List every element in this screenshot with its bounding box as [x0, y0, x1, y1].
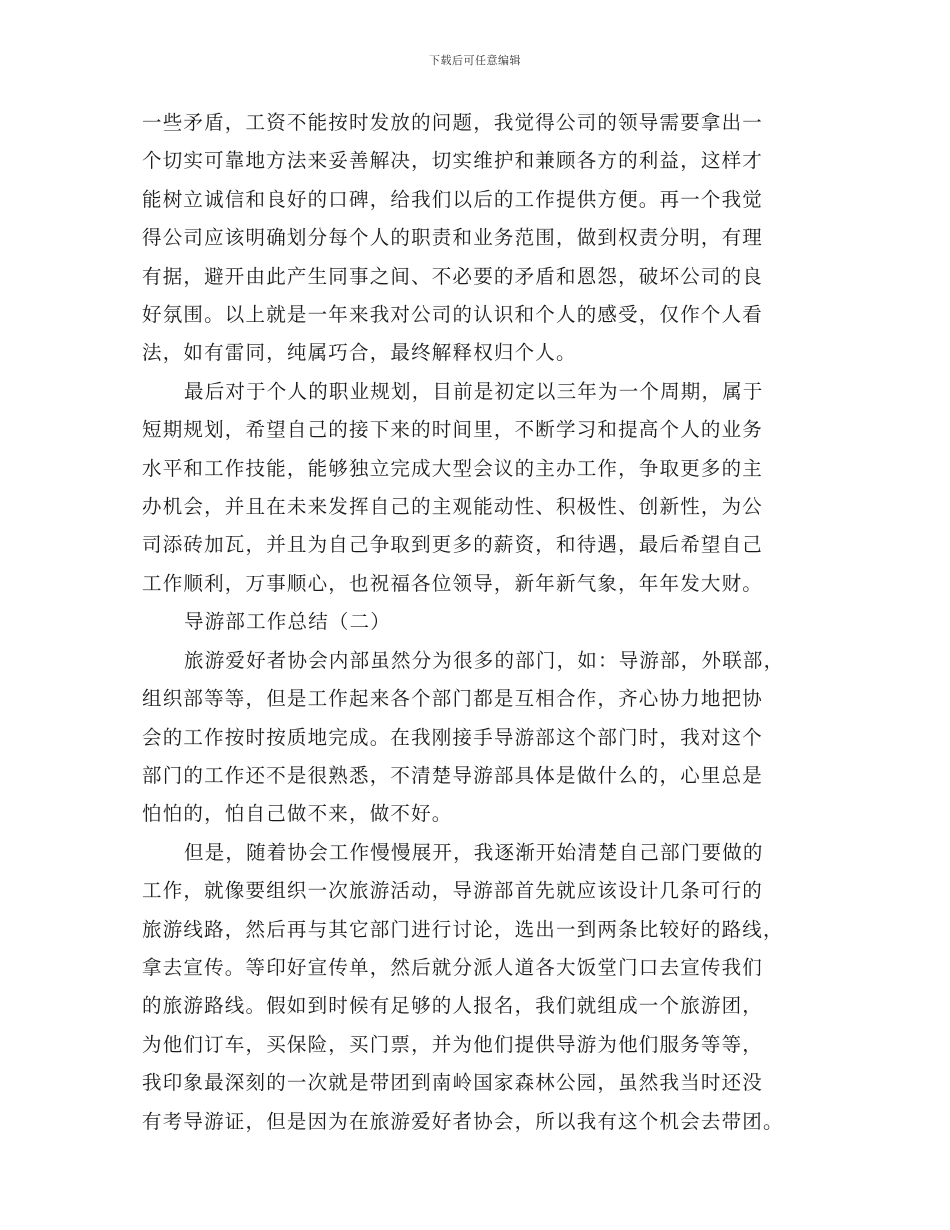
text-line: 司添砖加瓦，并且为自己争取到更多的薪资，和待遇，最后希望自己 — [142, 533, 764, 557]
text-line: 短期规划，希望自己的接下来的时间里，不断学习和提高个人的业务 — [142, 418, 764, 442]
text-line: 好氛围。以上就是一年来我对公司的认识和个人的感受，仅作个人看 — [142, 303, 764, 327]
text-line: 为他们订车，买保险，买门票，并为他们提供导游为他们服务等等， — [142, 1032, 764, 1056]
text-line: 导游部工作总结（二） — [184, 610, 392, 634]
paragraph — [142, 642, 808, 834]
text-line: 组织部等等，但是工作起来各个部门都是互相合作，齐心协力地把协 — [142, 687, 764, 711]
paragraph — [142, 834, 808, 1141]
text-line: 旅游线路，然后再与其它部门进行讨论，选出一到两条比较好的路线， — [142, 917, 784, 941]
page-header: 下载后可任意编辑 — [429, 54, 521, 67]
paragraph — [142, 373, 808, 603]
text-line: 怕怕的，怕自己做不来，做不好。 — [142, 802, 453, 826]
text-line: 但是，随着协会工作慢慢展开，我逐渐开始清楚自己部门要做的 — [184, 840, 764, 864]
text-line: 一些矛盾，工资不能按时发放的问题，我觉得公司的领导需要拿出一 — [142, 111, 764, 134]
text-line: 工作顺利，万事顺心，也祝福各位领导，新年新气象，年年发大财。 — [142, 571, 764, 595]
text-line: 会的工作按时按质地完成。在我刚接手导游部这个部门时，我对这个 — [142, 725, 764, 749]
text-line: 法，如有雷同，纯属巧合，最终解释权归个人。 — [142, 341, 577, 365]
text-line: 最后对于个人的职业规划，目前是初定以三年为一个周期，属于 — [184, 379, 764, 403]
text-line: 工作，就像要组织一次旅游活动，导游部首先就应该设计几条可行的 — [142, 879, 764, 903]
text-line: 我印象最深刻的一次就是带团到南岭国家森林公园，虽然我当时还没 — [142, 1071, 764, 1095]
section-heading — [142, 603, 808, 641]
text-line: 的旅游路线。假如到时候有足够的人报名，我们就组成一个旅游团， — [142, 994, 764, 1018]
text-line: 有据，避开由此产生同事之间、不必要的矛盾和恩怨，破坏公司的良 — [142, 264, 764, 288]
text-line: 办机会，并且在未来发挥自己的主观能动性、积极性、创新性，为公 — [142, 495, 764, 519]
text-line: 得公司应该明确划分每个人的职责和业务范围，做到权责分明，有理 — [142, 226, 764, 250]
text-line: 部门的工作还不是很熟悉，不清楚导游部具体是做什么的，心里总是 — [142, 763, 764, 787]
text-line: 拿去宣传。等印好宣传单，然后就分派人道各大饭堂门口去宣传我们 — [142, 955, 764, 979]
text-line: 有考导游证，但是因为在旅游爱好者协会，所以我有这个机会去带团。 — [142, 1109, 784, 1133]
text-line: 水平和工作技能，能够独立完成大型会议的主办工作，争取更多的主 — [142, 456, 764, 480]
paragraph — [142, 104, 808, 373]
text-line: 个切实可靠地方法来妥善解决，切实维护和兼顾各方的利益，这样才 — [142, 149, 764, 173]
text-line: 能树立诚信和良好的口碑，给我们以后的工作提供方便。再一个我觉 — [142, 187, 764, 211]
document-body — [142, 104, 808, 1141]
text-line: 旅游爱好者协会内部虽然分为很多的部门，如：导游部，外联部， — [184, 648, 785, 672]
